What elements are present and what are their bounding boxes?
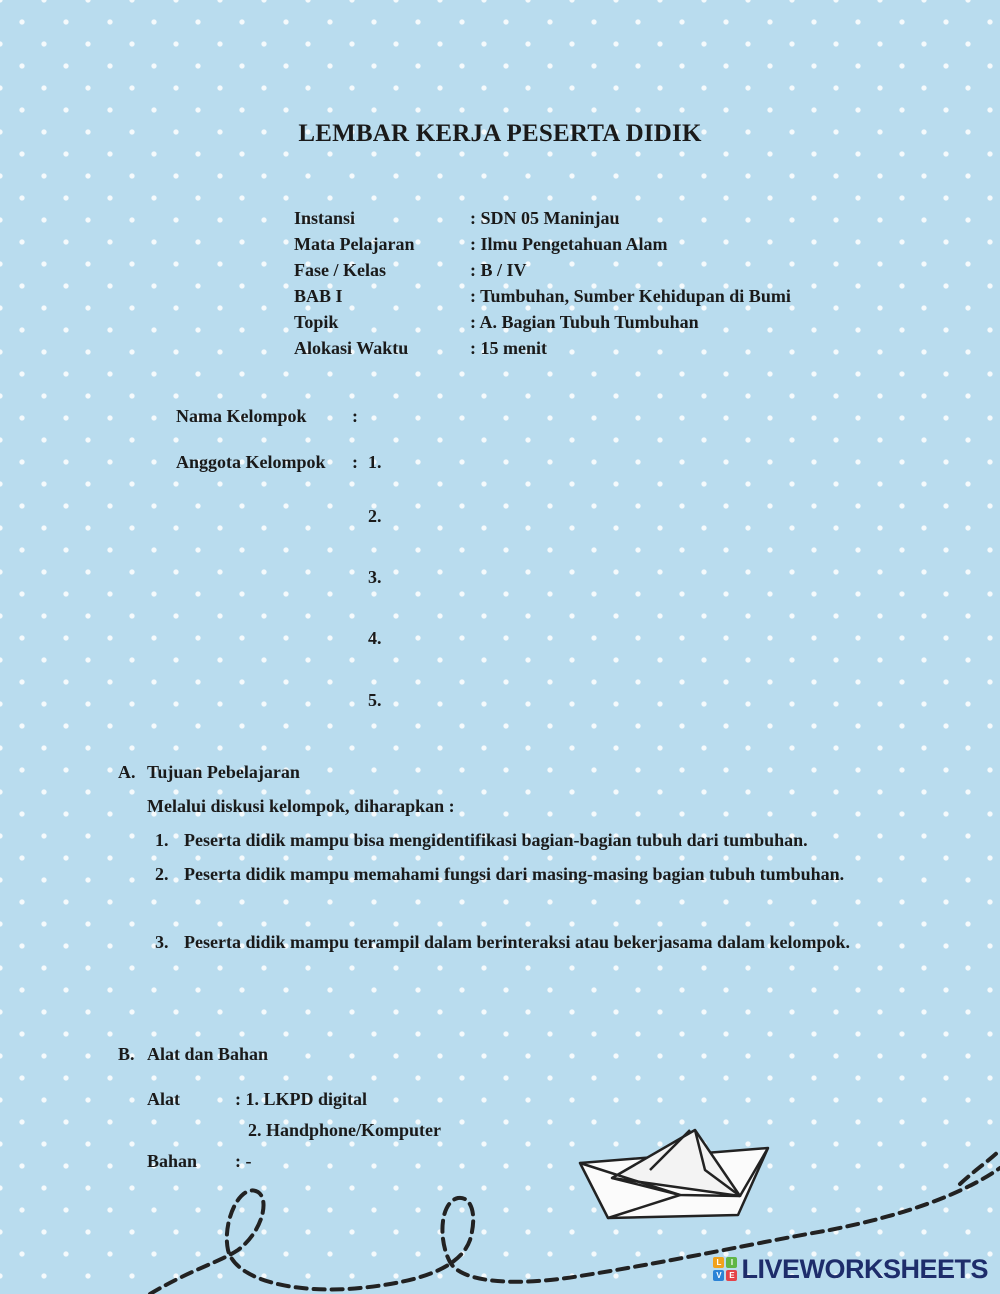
info-label: Topik: [294, 312, 339, 332]
info-row-fase: [294, 257, 791, 283]
info-value: : 15 menit: [470, 338, 547, 358]
objective-item-3: [155, 925, 882, 959]
section-b-letter: B.: [118, 1044, 135, 1064]
info-value: : Ilmu Pengetahuan Alam: [470, 234, 668, 254]
logo-letter: I: [726, 1257, 737, 1268]
alat-item-1: : 1. LKPD digital: [235, 1089, 368, 1109]
member-number-4: 4.: [368, 628, 382, 648]
info-label: Fase / Kelas: [294, 260, 386, 280]
group-members-colon: :: [352, 452, 358, 472]
logo-letter: L: [713, 1257, 724, 1268]
alat-label: Alat: [147, 1089, 180, 1109]
section-a-intro: Melalui diskusi kelompok, diharapkan :: [147, 796, 455, 816]
info-row-bab: [294, 283, 791, 309]
objective-number: 2.: [155, 864, 169, 884]
info-label: BAB I: [294, 286, 343, 306]
section-a-heading: Tujuan Pebelajaran: [147, 762, 300, 782]
member-number-2: 2.: [368, 506, 382, 526]
group-name-colon: :: [352, 406, 358, 426]
objective-text: Peserta didik mampu bisa mengidentifikasi bagian-bagian tubuh dari tumbuhan.: [184, 830, 808, 850]
info-label: Alokasi Waktu: [294, 338, 409, 358]
alat-item-2: 2. Handphone/Komputer: [248, 1120, 442, 1140]
info-label: Instansi: [294, 208, 356, 228]
logo-letter: V: [713, 1270, 724, 1281]
objective-text: Peserta didik mampu terampil dalam berinteraksi atau bekerjasama dalam kelompok.: [184, 932, 850, 952]
bahan-label: Bahan: [147, 1151, 198, 1171]
objective-text: Peserta didik mampu memahami fungsi dari masing-masing bagian tubuh tumbuhan.: [184, 864, 845, 884]
info-value: : A. Bagian Tubuh Tumbuhan: [470, 312, 699, 332]
logo-text: LIVEWORKSHEETS: [741, 1253, 988, 1284]
objective-number: 3.: [155, 932, 169, 952]
logo-mark-icon: [713, 1257, 737, 1281]
liveworksheets-logo[interactable]: [713, 1254, 988, 1284]
info-label: Mata Pelajaran: [294, 234, 415, 254]
info-row-mapel: [294, 231, 791, 257]
group-name-label: Nama Kelompok: [176, 406, 307, 426]
member-number-3: 3.: [368, 567, 382, 587]
objective-item-1: [155, 823, 882, 857]
info-row-instansi: [294, 205, 791, 231]
info-value: : SDN 05 Maninjau: [470, 208, 620, 228]
section-a-letter: A.: [118, 762, 136, 782]
objective-item-2: [155, 857, 882, 891]
info-value: : Tumbuhan, Sumber Kehidupan di Bumi: [470, 286, 791, 306]
logo-letter: E: [726, 1270, 737, 1281]
group-members-label: Anggota Kelompok: [176, 452, 326, 472]
bahan-value: : -: [235, 1151, 252, 1171]
member-number-5: 5.: [368, 690, 382, 710]
info-row-waktu: [294, 335, 791, 361]
objective-number: 1.: [155, 830, 169, 850]
section-b-heading: Alat dan Bahan: [147, 1044, 269, 1064]
paper-boat-icon: [580, 1130, 768, 1218]
page-title: LEMBAR KERJA PESERTA DIDIK: [298, 120, 702, 147]
member-number-1: 1.: [368, 452, 382, 472]
info-value: : B / IV: [470, 260, 527, 280]
info-row-topik: [294, 309, 791, 335]
identity-table: [294, 205, 791, 361]
